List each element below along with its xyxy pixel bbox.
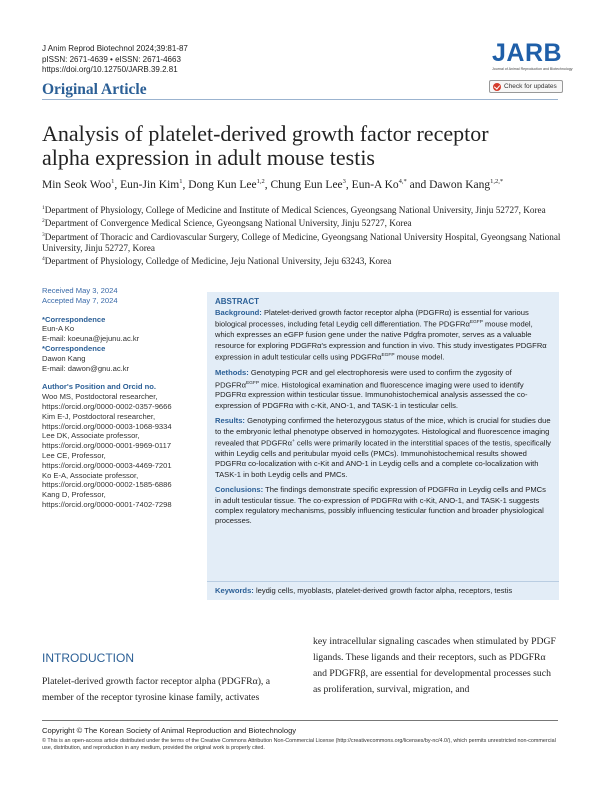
affiliation <box>42 203 562 216</box>
correspondence-label: *Correspondence <box>42 343 106 353</box>
orcid-header: Author's Position and Orcid no. <box>42 382 157 392</box>
article-title <box>42 122 562 170</box>
orcid-line: Woo MS, Postdoctoral researcher, <box>42 392 158 402</box>
check-updates-button[interactable] <box>489 80 563 93</box>
journal-logo <box>492 39 573 71</box>
orcid-line: Kim E-J, Postdoctoral researcher, <box>42 411 156 421</box>
results-label: Results: <box>215 416 245 426</box>
keywords <box>207 581 559 601</box>
journal-doi[interactable]: https://doi.org/10.12750/JARB.39.2.81 <box>42 65 178 74</box>
author-name: Min Seok Woo <box>42 178 112 191</box>
orcid-link[interactable]: https://orcid.org/0000-0001-7402-7298 <box>42 499 172 509</box>
correspondence-email[interactable]: E-mail: koeuna@jejunu.ac.kr <box>42 334 140 344</box>
conclusions-text: The findings demonstrate specific expression of PDGFRα in Leydig cells and PMCs in adult testicular tissue. The co-expression of PDGFRα with c-Kit, ANO-1, and TASK-1 suggests complex regulatory mechanisms, possibly influencing testicular function and broader physiological processes. <box>215 485 546 526</box>
body-column-left: Platelet-derived growth factor receptor alpha (PDGFRα), a member of the receptor tyrosine kinase family, activates <box>42 676 271 703</box>
correspondence-name: Eun-A Ko <box>42 324 75 334</box>
author-sup: 1,2,* <box>490 178 504 185</box>
methods-label: Methods: <box>215 368 249 378</box>
abstract-box <box>207 292 559 600</box>
article-type: Original Article <box>42 81 147 98</box>
author-sep: , <box>345 178 352 191</box>
orcid-line: Kang D, Professor, <box>42 490 106 500</box>
background-text: mouse model, which expresses an eGFP fusion gene under the native Pdgfra promoter, serves as a valuable resource for exploring PDGFRα's expression and function in vivo. This study investigates PDGFRα expression in adult testicular cells using PDGFRα <box>215 319 547 362</box>
affiliation <box>42 230 562 255</box>
author-sep: , <box>264 178 271 191</box>
abstract-methods <box>215 368 551 411</box>
logo-subtitle: Journal of Animal Reproduction and Biotechnology <box>492 67 573 71</box>
affiliation <box>42 254 562 267</box>
logo-text: JARB <box>492 39 563 67</box>
check-updates-icon <box>493 83 501 91</box>
affiliation-sup: 2 <box>42 218 45 225</box>
license-text: © This is an open-access article distributed under the terms of the Creative Commons Attribution Non-Commercial License (http://creativecommons.org/licenses/by-nc/4.0/), which permits unrestricted non-commercial use, distribution, and reproduction in any medium, provided the original work is properly cited. <box>42 738 556 751</box>
orcid-line: Ko E-A, Associate professor, <box>42 470 139 480</box>
author-name: Dawon Kang <box>429 178 491 191</box>
footer-divider <box>42 720 558 721</box>
affiliation-sup: 1 <box>42 205 45 211</box>
author-sup: 4,* <box>398 178 407 185</box>
affiliation-text: Department of Convergence Medical Science, Gyeongsang National University, Jinju 52727, Korea <box>44 218 412 229</box>
abstract-results <box>215 416 551 480</box>
header-divider <box>42 99 558 100</box>
affiliation-sup: 4 <box>42 256 45 263</box>
author-sup: 1 <box>111 178 115 185</box>
journal-issn: pISSN: 2671-4639 • eISSN: 2671-4663 <box>42 54 181 64</box>
background-sup: EGFP <box>469 320 483 326</box>
title-line-2: alpha expression in adult mouse testis <box>42 145 375 170</box>
orcid-link[interactable]: https://orcid.org/0000-0002-0357-9666 <box>42 401 172 411</box>
orcid-line: Lee CE, Professor, <box>42 450 106 460</box>
methods-text: Genotyping PCR and gel electrophoresis were used to confirm the zygosity of PDGFRα <box>215 368 512 390</box>
background-text: mouse model. <box>394 352 445 362</box>
check-updates-label: Check for updates <box>504 83 557 90</box>
author-name: Eun-A Ko <box>351 178 399 191</box>
author-list <box>42 178 572 191</box>
author-name: Chung Eun Lee <box>270 178 343 191</box>
author-sup: 1,2 <box>256 178 265 185</box>
orcid-link[interactable]: https://orcid.org/0000-0003-1068-9334 <box>42 421 172 431</box>
abstract-background <box>215 308 551 363</box>
background-sup: EGFP <box>381 353 395 359</box>
author-sep: , <box>114 178 121 191</box>
introduction-heading: INTRODUCTION <box>42 651 134 665</box>
abstract-heading: ABSTRACT <box>215 297 259 306</box>
affiliation-list <box>42 203 562 268</box>
article-sidebar <box>42 286 192 510</box>
author-sep: and <box>406 178 430 191</box>
orcid-link[interactable]: https://orcid.org/0000-0001-9969-0117 <box>42 441 172 451</box>
results-text: cells were primarily located in the interstitial spaces of the testis, specifically within Leydig cells and peritubular myoid cells (PMCs). Immunohistochemical results showed PDGFRα co-localization with c-Kit and ANO-1 in Leydig cells and a complete co-localization with TASK-1 in both Leydig cells and PMCs. <box>215 438 551 479</box>
affiliation-text: Department of Thoracic and Cardiovascular Surgery, College of Medicine, Gyeongsang National University Hospital, Gyeongsang National University, Jinju 52727, Korea <box>42 231 561 254</box>
methods-text: mice. Histological examination and fluorescence imaging were used to identify PDGFRα expression within testicular tissue. Immunohistochemical analysis assessed the co-expression of PDGFRα with c-Kit, ANO-1, and TASK-1 in testicular cells. <box>215 380 528 410</box>
methods-sup: EGFP <box>245 380 260 386</box>
copyright-line: Copyright © The Korean Society of Animal Reproduction and Biotechnology <box>42 726 297 735</box>
title-line-1: Analysis of platelet-derived growth factor receptor <box>42 121 489 146</box>
background-label: Background: <box>215 308 262 317</box>
conclusions-label: Conclusions: <box>215 485 264 495</box>
orcid-link[interactable]: https://orcid.org/0000-0002-1585-6886 <box>42 480 172 490</box>
orcid-link[interactable]: https://orcid.org/0000-0003-4469-7201 <box>42 460 172 470</box>
journal-citation: J Anim Reprod Biotechnol 2024;39:81-87 <box>42 44 188 53</box>
affiliation-text: Department of Physiology, Colledge of Medicine, Jeju National University, Jeju 63243, Korea <box>44 256 392 267</box>
body-column-right: key intracellular signaling cascades when stimulated by PDGF ligands. These ligands and their receptors, such as PDGFRα and PDGFRβ, are essential for developmental processes such as proliferation, survival, migration, and <box>313 636 556 695</box>
received-date: Received May 3, 2024 <box>42 286 118 295</box>
author-name: Eun-Jin Kim <box>120 178 180 191</box>
accepted-date: Accepted May 7, 2024 <box>42 295 118 305</box>
background-text: Platelet-derived growth factor receptor alpha (PDGFRα) is essential for various biological processes, including fetal Leydig cell differentiation. The PDGFRα <box>215 308 529 329</box>
abstract-conclusions <box>215 485 551 527</box>
author-sup: 3 <box>342 178 346 185</box>
correspondence-name: Dawon Kang <box>42 353 86 363</box>
journal-meta <box>42 44 188 76</box>
correspondence-email[interactable]: E-mail: dawon@gnu.ac.kr <box>42 363 130 373</box>
author-sep: , <box>182 178 189 191</box>
keywords-text: leydig cells, myoblasts, platelet-derived growth factor alpha, receptors, testis <box>253 586 513 595</box>
keywords-label: Keywords: <box>215 586 254 595</box>
affiliation <box>42 216 562 229</box>
results-text: Genotyping confirmed the heterozygous status of the mice, which is crucial for studies due to the embryonic lethal phenotype observed in homozygotes. Histological and fluorescence imaging revealed that PDGFRα <box>215 416 551 448</box>
author-name: Dong Kun Lee <box>188 178 257 191</box>
affiliation-text: Department of Physiology, College of Medicine and Institute of Medical Sciences, Gyeongsang National University, Jinju 52727, Korea <box>44 205 546 216</box>
results-sup: + <box>291 439 295 445</box>
orcid-line: Lee DK, Associate professor, <box>42 431 140 441</box>
affiliation-sup: 3 <box>42 231 45 238</box>
correspondence-label: *Correspondence <box>42 314 106 324</box>
author-sup: 1 <box>179 178 183 185</box>
